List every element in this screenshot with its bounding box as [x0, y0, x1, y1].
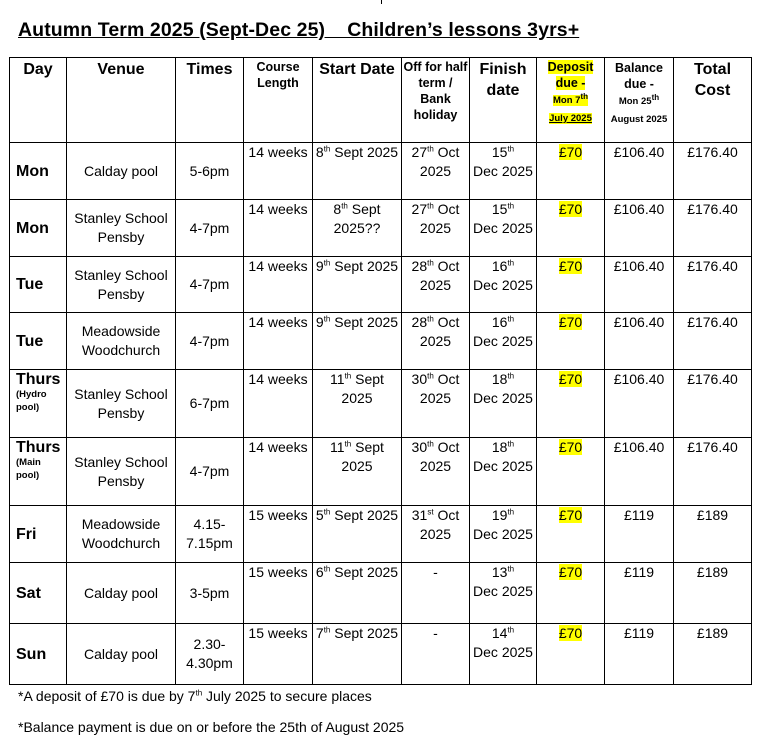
cell-total-cost: £189	[674, 506, 752, 563]
table-row	[10, 143, 752, 200]
cell-off: 31st Oct 2025	[402, 506, 470, 563]
deposit-header-year: July 2025	[549, 113, 592, 124]
cell-course-length: 15 weeks	[244, 563, 313, 624]
cell-total-cost: £189	[674, 563, 752, 624]
table-row	[10, 438, 752, 506]
cell-day: Thurs (Hydro pool)	[10, 370, 67, 438]
cell-venue: Stanley School Pensby	[67, 370, 176, 438]
cell-finish-date: 15th Dec 2025	[470, 200, 537, 257]
cell-start-date: 8th Sept 2025??	[313, 200, 402, 257]
header-venue: Venue	[67, 58, 176, 143]
cell-course-length: 14 weeks	[244, 143, 313, 200]
cell-balance: £119	[605, 624, 674, 685]
cell-off: -	[402, 563, 470, 624]
cell-deposit: £70	[537, 438, 605, 506]
cell-start-date: 11th Sept 2025	[313, 438, 402, 506]
table-row	[10, 563, 752, 624]
cell-start-date: 9th Sept 2025	[313, 257, 402, 313]
schedule-table	[9, 57, 752, 685]
cell-course-length: 14 weeks	[244, 200, 313, 257]
cell-times: 5-6pm	[176, 143, 244, 200]
cell-deposit: £70	[537, 200, 605, 257]
cell-day: Thurs (Main pool)	[10, 438, 67, 506]
header-course-length: Course Length	[244, 58, 313, 143]
header-finish-date: Finish date	[470, 58, 537, 143]
cell-off: 30th Oct 2025	[402, 438, 470, 506]
cell-times: 4-7pm	[176, 438, 244, 506]
header-start-date: Start Date	[313, 58, 402, 143]
balance-note: *Balance payment is due on or before the 25th of August 2025	[18, 719, 405, 735]
page-title: Autumn Term 2025 (Sept-Dec 25) Children’s lessons 3yrs+	[18, 19, 580, 41]
balance-header-date: Mon 25th	[618, 92, 660, 107]
cell-deposit: £70	[537, 624, 605, 685]
cell-course-length: 14 weeks	[244, 438, 313, 506]
cell-times: 6-7pm	[176, 370, 244, 438]
cell-off: 30th Oct 2025	[402, 370, 470, 438]
cell-times: 3-5pm	[176, 563, 244, 624]
table-row	[10, 257, 752, 313]
cell-day: Tue	[10, 257, 67, 313]
cell-deposit: £70	[537, 257, 605, 313]
cell-finish-date: 18th Dec 2025	[470, 370, 537, 438]
cell-venue: Calday pool	[67, 143, 176, 200]
cell-start-date: 11th Sept 2025	[313, 370, 402, 438]
cell-day: Fri	[10, 506, 67, 563]
cell-venue: Calday pool	[67, 624, 176, 685]
day-note: (Hydro pool)	[16, 389, 47, 413]
header-balance	[605, 58, 674, 143]
cell-deposit: £70	[537, 313, 605, 370]
cell-deposit: £70	[537, 143, 605, 200]
deposit-note: *A deposit of £70 is due by 7th July 2025 to secure places	[18, 688, 372, 704]
cell-venue: Stanley School Pensby	[67, 257, 176, 313]
cell-balance: £106.40	[605, 313, 674, 370]
cell-balance: £119	[605, 563, 674, 624]
table-row	[10, 313, 752, 370]
cell-finish-date: 15th Dec 2025	[470, 143, 537, 200]
table-row	[10, 370, 752, 438]
header-row	[10, 58, 752, 143]
cell-finish-date: 16th Dec 2025	[470, 257, 537, 313]
header-off: Off for half term / Bank holiday	[402, 58, 470, 143]
cell-off: 27th Oct 2025	[402, 143, 470, 200]
cell-off: 27th Oct 2025	[402, 200, 470, 257]
cell-times: 4-7pm	[176, 200, 244, 257]
cell-total-cost: £176.40	[674, 257, 752, 313]
cell-balance: £106.40	[605, 200, 674, 257]
cell-day: Sun	[10, 624, 67, 685]
cell-times: 4-7pm	[176, 313, 244, 370]
cell-finish-date: 18th Dec 2025	[470, 438, 537, 506]
cell-start-date: 8th Sept 2025	[313, 143, 402, 200]
cell-day: Mon	[10, 143, 67, 200]
cell-course-length: 14 weeks	[244, 370, 313, 438]
cell-total-cost: £176.40	[674, 370, 752, 438]
cell-total-cost: £189	[674, 624, 752, 685]
cell-total-cost: £176.40	[674, 200, 752, 257]
cell-course-length: 14 weeks	[244, 313, 313, 370]
cell-venue: Stanley School Pensby	[67, 438, 176, 506]
cell-deposit: £70	[537, 563, 605, 624]
cell-day: Mon	[10, 200, 67, 257]
ruler-tick-mark	[381, 0, 382, 4]
header-total-cost: Total Cost	[674, 58, 752, 143]
cell-start-date: 9th Sept 2025	[313, 313, 402, 370]
cell-times: 4-7pm	[176, 257, 244, 313]
table-row	[10, 624, 752, 685]
deposit-header-date: Mon 7th	[552, 91, 588, 106]
balance-header-year: August 2025	[610, 113, 668, 125]
table-row	[10, 200, 752, 257]
cell-deposit: £70	[537, 506, 605, 563]
header-deposit	[537, 58, 605, 143]
header-times: Times	[176, 58, 244, 143]
cell-finish-date: 19th Dec 2025	[470, 506, 537, 563]
cell-finish-date: 14th Dec 2025	[470, 624, 537, 685]
cell-balance: £119	[605, 506, 674, 563]
cell-total-cost: £176.40	[674, 143, 752, 200]
cell-finish-date: 13th Dec 2025	[470, 563, 537, 624]
cell-total-cost: £176.40	[674, 313, 752, 370]
day-note: (Main pool)	[16, 457, 41, 481]
cell-off: 28th Oct 2025	[402, 313, 470, 370]
cell-day: Sat	[10, 563, 67, 624]
cell-off: 28th Oct 2025	[402, 257, 470, 313]
cell-balance: £106.40	[605, 143, 674, 200]
cell-balance: £106.40	[605, 257, 674, 313]
cell-balance: £106.40	[605, 438, 674, 506]
cell-course-length: 15 weeks	[244, 624, 313, 685]
cell-venue: Calday pool	[67, 563, 176, 624]
cell-start-date: 5th Sept 2025	[313, 506, 402, 563]
cell-venue: Meadowside Woodchurch	[67, 506, 176, 563]
cell-total-cost: £176.40	[674, 438, 752, 506]
cell-venue: Meadowside Woodchurch	[67, 313, 176, 370]
cell-day: Tue	[10, 313, 67, 370]
cell-deposit: £70	[537, 370, 605, 438]
table-row	[10, 506, 752, 563]
cell-start-date: 6th Sept 2025	[313, 563, 402, 624]
deposit-header-main: Deposit due -	[547, 60, 594, 90]
cell-venue: Stanley School Pensby	[67, 200, 176, 257]
cell-off: -	[402, 624, 470, 685]
cell-course-length: 15 weeks	[244, 506, 313, 563]
header-day: Day	[10, 58, 67, 143]
cell-times: 2.30-4.30pm	[176, 624, 244, 685]
cell-finish-date: 16th Dec 2025	[470, 313, 537, 370]
cell-start-date: 7th Sept 2025	[313, 624, 402, 685]
cell-course-length: 14 weeks	[244, 257, 313, 313]
balance-header-main: Balance due -	[615, 61, 663, 91]
cell-balance: £106.40	[605, 370, 674, 438]
cell-times: 4.15-7.15pm	[176, 506, 244, 563]
